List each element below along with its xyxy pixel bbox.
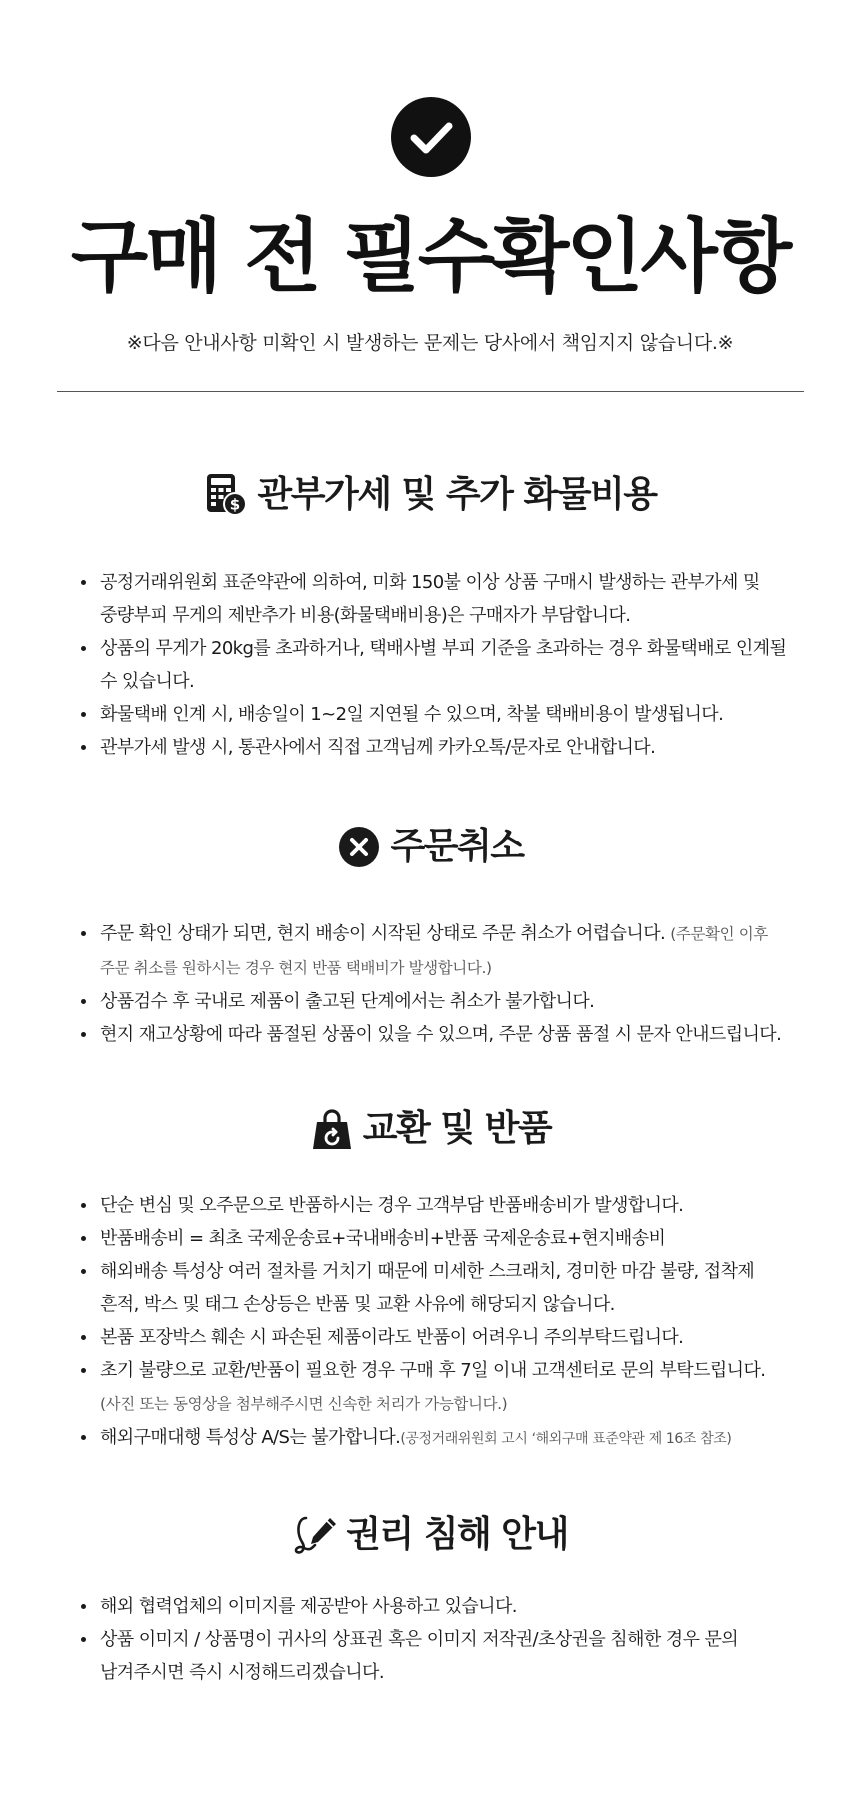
header-divider <box>57 391 804 392</box>
section-rights-heading <box>0 1512 860 1558</box>
page-title: 구매 전 필수확인사항 <box>70 210 790 303</box>
list-item <box>78 917 796 985</box>
list-item-note: (사진 또는 동영상을 첨부해주시면 신속한 처리가 가능합니다.) <box>100 1395 508 1413</box>
signature-pen-icon <box>292 1512 338 1558</box>
rights-list <box>78 1590 796 1689</box>
list-item: 본품 포장박스 훼손 시 파손된 제품이라도 반품이 어려우니 주의부탁드립니다. <box>78 1321 796 1354</box>
page-subtitle: ※다음 안내사항 미확인 시 발생하는 문제는 당사에서 책임지지 않습니다.※ <box>126 332 734 354</box>
list-item <box>78 1354 796 1421</box>
list-item: 상품 이미지 / 상품명이 귀사의 상표권 혹은 이미지 저작권/초상권을 침해한 경우 문의 남겨주시면 즉시 시정해드리겠습니다. <box>78 1623 796 1689</box>
section-exchange-title: 교환 및 반품 <box>362 1108 552 1149</box>
list-item-text: 주문 확인 상태가 되면, 현지 배송이 시작된 상태로 주문 취소가 어렵습니다. <box>100 923 666 944</box>
list-item <box>78 1421 796 1456</box>
svg-text:$: $ <box>230 495 241 514</box>
calculator-dollar-icon <box>203 472 249 518</box>
list-item: 반품배송비 = 최초 국제운송료+국내배송비+반품 국제운송료+현지배송비 <box>78 1222 796 1255</box>
list-item-text: 해외구매대행 특성상 A/S는 불가합니다. <box>100 1427 401 1448</box>
list-item: 상품의 무게가 20kg를 초과하거나, 택배사별 부피 기준을 초과하는 경우 화물택배로 인계될 수 있습니다. <box>78 632 796 698</box>
list-item: 현지 재고상황에 따라 품절된 상품이 있을 수 있으며, 주문 상품 품절 시 문자 안내드립니다. <box>78 1018 796 1051</box>
list-item-note: (주문확인 이후 주문 취소를 원하시는 경우 현지 반품 택배비가 발생합니다.) <box>100 925 768 977</box>
shopping-bag-return-icon <box>309 1106 355 1152</box>
section-cancel-heading <box>0 824 860 870</box>
section-cancel-title: 주문취소 <box>390 826 524 867</box>
list-item-note: (공정거래위원회 고시 ‘해외구매 표준약관 제 16조 참조) <box>400 1431 732 1447</box>
list-item: 해외 협력업체의 이미지를 제공받아 사용하고 있습니다. <box>78 1590 796 1623</box>
section-exchange-heading <box>0 1106 860 1152</box>
list-item: 관부가세 발생 시, 통관사에서 직접 고객님께 카카오톡/문자로 안내합니다. <box>78 731 796 764</box>
cancel-list <box>78 917 796 1051</box>
list-item-text: 초기 불량으로 교환/반품이 필요한 경우 구매 후 7일 이내 고객센터로 문의 부탁드립니다. <box>100 1360 766 1381</box>
section-customs-heading <box>0 472 860 518</box>
list-item: 상품검수 후 국내로 제품이 출고된 단계에서는 취소가 불가합니다. <box>78 985 796 1018</box>
close-circle-icon <box>336 824 382 870</box>
list-item: 화물택배 인계 시, 배송일이 1~2일 지연될 수 있으며, 착불 택배비용이 발생됩니다. <box>78 698 796 731</box>
list-item: 공정거래위원회 표준약관에 의하여, 미화 150불 이상 상품 구매시 발생하는 관부가세 및 중량부피 무게의 제반추가 비용(화물택배비용)은 구매자가 부담합니다. <box>78 566 796 632</box>
list-item: 단순 변심 및 오주문으로 반품하시는 경우 고객부담 반품배송비가 발생합니다. <box>78 1189 796 1222</box>
list-item: 해외배송 특성상 여러 절차를 거치기 때문에 미세한 스크래치, 경미한 마감 불량, 접착제 흔적, 박스 및 태그 손상등은 반품 및 교환 사유에 해당되지 않습니다. <box>78 1255 796 1321</box>
check-circle-icon <box>391 97 471 177</box>
section-customs-title: 관부가세 및 추가 화물비용 <box>257 474 657 515</box>
exchange-list <box>78 1189 796 1456</box>
customs-list <box>78 566 796 764</box>
section-rights-title: 권리 침해 안내 <box>346 1514 568 1555</box>
